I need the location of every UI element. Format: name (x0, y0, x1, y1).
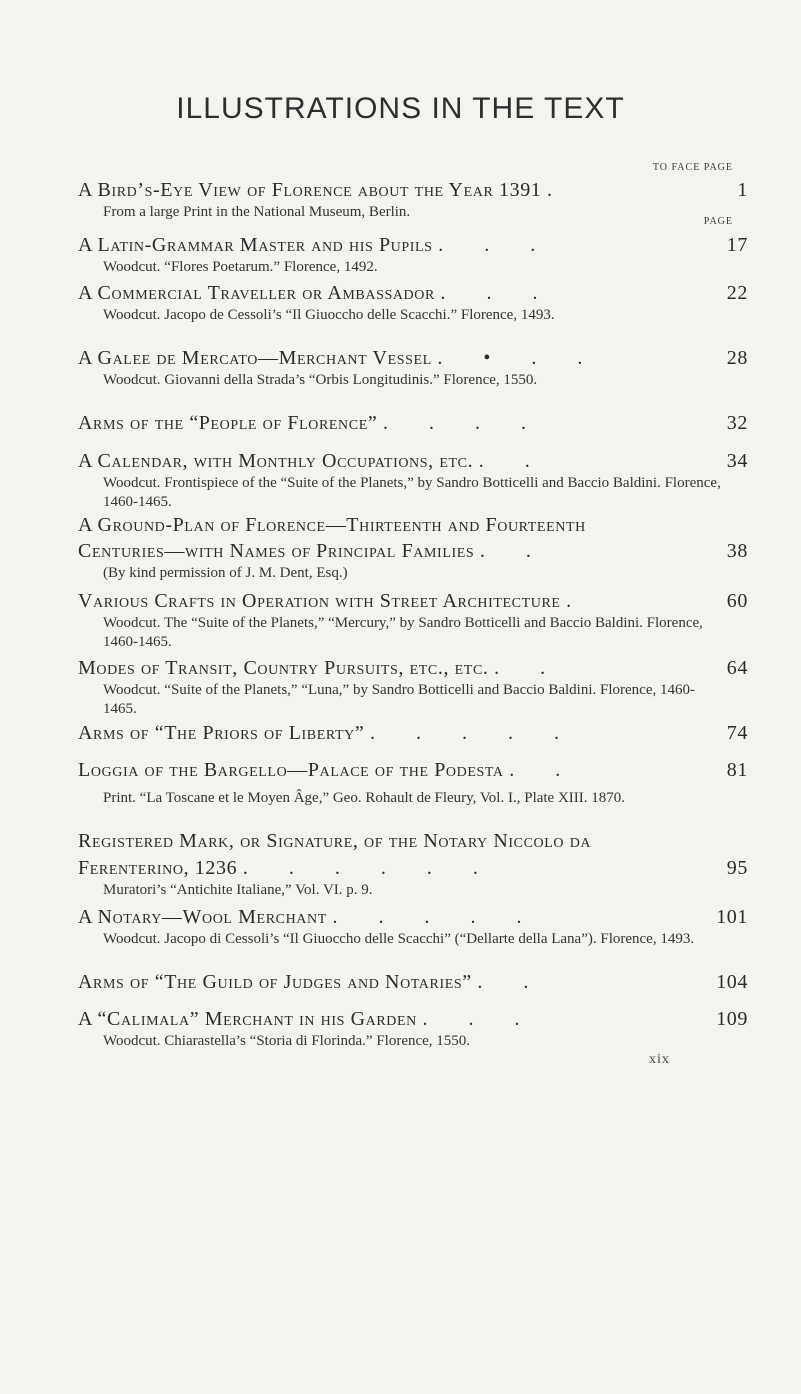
text: 74 (726, 722, 748, 744)
entry-heading: Loggia of the Bargello—Palace of the Podesta (78, 759, 504, 781)
leader-dots: . . (509, 759, 579, 781)
list-item (78, 177, 748, 222)
entry-note: Woodcut. Jacopo di Cessoli’s “Il Giuoccho delle Scacchi” (“Dellarte della Lana”). Florence, 1493. (103, 931, 695, 947)
text: 22 (726, 282, 748, 304)
list-item (78, 410, 748, 436)
entry-note: From a large Print in the National Museum, Berlin. (103, 204, 411, 220)
entry-heading: Centuries—with Names of Principal Families (78, 540, 475, 562)
entry-note: (By kind permission of J. M. Dent, Esq.) (103, 565, 348, 581)
text: 101 (716, 906, 748, 928)
entry-heading: Ferenterino, 1236 (78, 857, 238, 879)
list-item (78, 512, 738, 538)
text: 104 (716, 971, 748, 993)
entry-note: Print. “La Toscane et le Moyen Âge,” Geo. Rohault de Fleury, Vol. I., Plate XIII. 1870. (103, 790, 626, 806)
page-folio: xix (649, 1052, 670, 1067)
entry-heading: A Galee de Mercato—Merchant Vessel (78, 347, 432, 369)
leader-dots: . . . (422, 1008, 538, 1030)
entry-heading: Arms of “The Guild of Judges and Notaries” (78, 971, 472, 993)
text: 32 (726, 412, 748, 434)
list-item (78, 855, 748, 900)
entry-heading: Various Crafts in Operation with Street Architecture (78, 590, 561, 612)
leader-dots: . . . . . (369, 722, 577, 744)
entry-heading: A “Calimala” Merchant in his Garden (78, 1008, 417, 1030)
entry-heading: A Latin-Grammar Master and his Pupils (78, 234, 433, 256)
leader-dots: . . . (438, 234, 554, 256)
leader-dots: . (547, 179, 571, 201)
list-item (78, 538, 748, 583)
text: 17 (726, 234, 748, 256)
entry-heading: A Bird’s-Eye View of Florence about the Year 1391 (78, 179, 542, 201)
leader-dots: . (566, 590, 590, 612)
leader-dots: . . . . . . (242, 857, 496, 879)
text: 81 (726, 759, 748, 781)
entry-heading: Registered Mark, or Signature, of the Notary Niccolo da (78, 830, 592, 852)
page-column-header: PAGE (703, 216, 733, 227)
list-item (78, 1006, 748, 1051)
list-item (78, 448, 748, 512)
text: 109 (716, 1008, 748, 1030)
entry-heading: Modes of Transit, Country Pursuits, etc., etc. (78, 657, 489, 679)
list-item (78, 280, 748, 325)
entry-heading: A Calendar, with Monthly Occupations, etc. (78, 450, 474, 472)
leader-dots: . • . . (437, 347, 601, 369)
text: 28 (726, 347, 748, 369)
list-item (78, 757, 748, 808)
list-item (78, 232, 748, 277)
text: 60 (726, 590, 748, 612)
entry-note: Woodcut. Frontispiece of the “Suite of the Planets,” by Sandro Botticelli and Baccio Baldini. Florence, 1460-1465. (103, 475, 721, 510)
entry-heading: Arms of the “People of Florence” (78, 412, 378, 434)
list-item (78, 720, 748, 746)
leader-dots: . . (477, 971, 547, 993)
entry-note: Woodcut. “Flores Poetarum.” Florence, 1492. (103, 259, 378, 275)
text: 38 (726, 540, 748, 562)
to-face-page-header: TO FACE PAGE (652, 162, 733, 173)
text: 34 (726, 450, 748, 472)
entry-note: Woodcut. Jacopo de Cessoli’s “Il Giuoccho delle Scacchi.” Florence, 1493. (103, 307, 555, 323)
leader-dots: . . . . . (332, 906, 540, 928)
leader-dots: . . . (440, 282, 556, 304)
leader-dots: . . (494, 657, 564, 679)
list-item (78, 828, 738, 854)
entry-heading: A Notary—Wool Merchant (78, 906, 327, 928)
leader-dots: . . . . (382, 412, 544, 434)
list-item (78, 969, 748, 995)
entry-heading: A Ground-Plan of Florence—Thirteenth and Fourteenth (78, 514, 586, 536)
leader-dots: . . (478, 450, 548, 472)
entry-note: Woodcut. Chiarastella’s “Storia di Florinda.” Florence, 1550. (103, 1033, 471, 1049)
list-item (78, 345, 748, 390)
entry-note: Muratori’s “Antichite Italiane,” Vol. VI. p. 9. (103, 882, 373, 898)
list-item (78, 588, 748, 652)
text: 64 (726, 657, 748, 679)
entry-heading: Arms of “The Priors of Liberty” (78, 722, 365, 744)
entry-note: Woodcut. The “Suite of the Planets,” “Mercury,” by Sandro Botticelli and Baccio Baldini. Florence, 1460-1465. (103, 615, 703, 650)
page-title: ILLUSTRATIONS IN THE TEXT (176, 92, 625, 125)
list-item (78, 655, 748, 719)
leader-dots: . . (479, 540, 549, 562)
entry-note: Woodcut. Giovanni della Strada’s “Orbis Longitudinis.” Florence, 1550. (103, 372, 538, 388)
entry-note: Woodcut. “Suite of the Planets,” “Luna,” by Sandro Botticelli and Baccio Baldini. Florence, 1460-1465. (103, 682, 695, 717)
entry-page: 1 (737, 179, 748, 201)
list-item (78, 904, 748, 949)
text: 95 (726, 857, 748, 879)
entry-heading: A Commercial Traveller or Ambassador (78, 282, 435, 304)
